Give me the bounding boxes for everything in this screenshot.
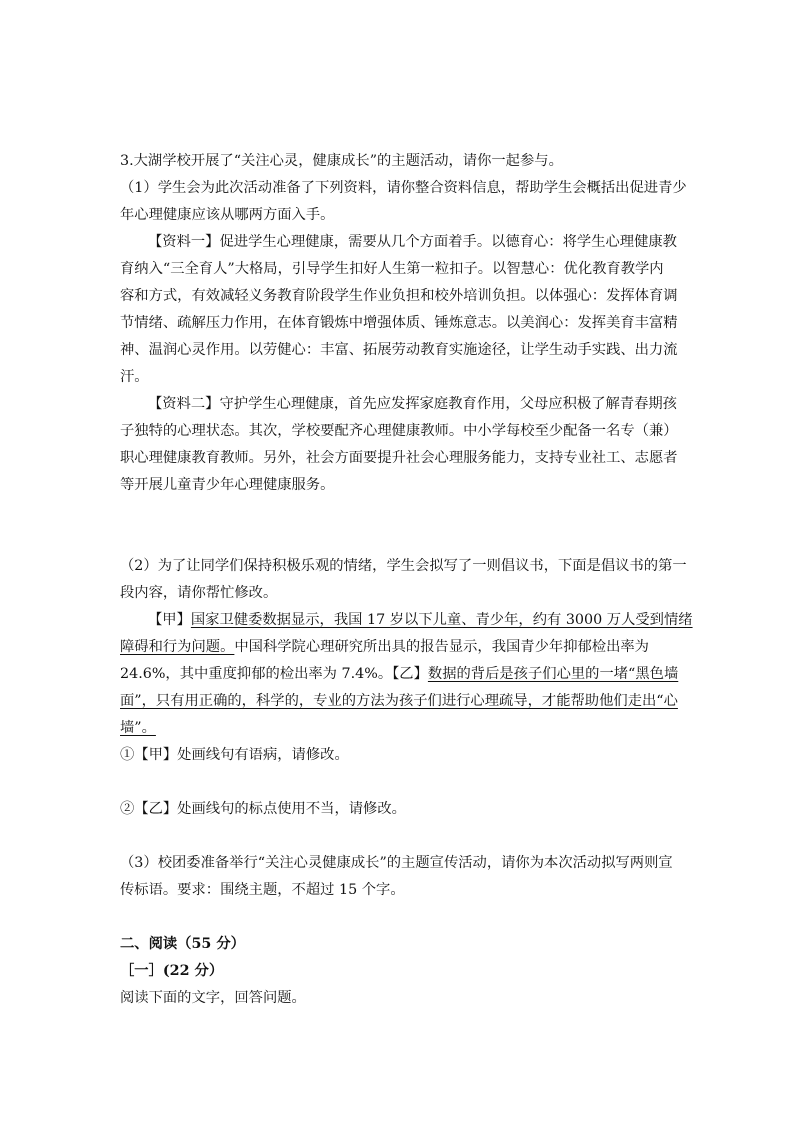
material-line: 容和方式，有效减轻义务教育阶段学生作业负担和校外培训负担。以体强心：发挥体育调 (120, 288, 678, 304)
underlined-sentence-yi: 数据的背后是孩子们心里的一堵“黑色墙 (427, 666, 679, 682)
reading-instruction: 阅读下面的文字，回答问题。 (120, 990, 306, 1006)
question-3-3-line: （3）校团委准备举行“关注心灵健康成长”的主题宣传活动，请你为本次活动拟写两则宣 (120, 855, 673, 871)
answer-space (120, 769, 676, 796)
proposal-line (120, 607, 693, 634)
proposal-line (120, 634, 676, 661)
answer-space (120, 499, 676, 553)
material-line: 汗。 (120, 369, 149, 385)
answer-space (120, 823, 676, 850)
sub-question-1: ①【甲】处画线句有语病，请修改。 (120, 747, 349, 763)
question-3-title: 3.大湖学校开展了“关注心灵，健康成长”的主题活动，请你一起参与。 (120, 153, 563, 169)
proposal-line (120, 688, 676, 715)
underlined-sentence-jia: 障碍和行为问题。 (120, 639, 235, 655)
proposal-text: 24.6%，其中重度抑郁的检出率为 7.4%。 (120, 666, 393, 682)
underlined-sentence-jia: 国家卫健委数据显示，我国 17 岁以下儿童、青少年，约有 3000 万人受到情绪 (190, 612, 693, 628)
material-line: 【资料一】促进学生心理健康，需要从几个方面着手。以德育心：将学生心理健康教 (148, 234, 677, 250)
exam-page (120, 148, 693, 1012)
answer-space (120, 904, 676, 931)
material-line: 职心理健康教育教师。另外，社会方面要提升社会心理服务能力，支持专业社工、志愿者 (120, 450, 678, 466)
section-part-label: ［一］(22 分） (120, 963, 224, 979)
underlined-sentence-yi: 面”，只有用正确的，科学的，专业的方法为孩子们进行心理疏导，才能帮助他们走出“心 (120, 693, 678, 709)
section-heading: 二、阅读（55 分） (120, 936, 245, 952)
material-line: 节情绪、疏解压力作用，在体育锻炼中增强体质、锤炼意志。以美润心：发挥美育丰富精 (120, 315, 678, 331)
tag-jia: 【甲】 (148, 612, 191, 628)
question-3-2-line: 段内容，请你帮忙修改。 (120, 585, 278, 601)
proposal-text: 中国科学院心理研究所出具的报告显示，我国青少年抑郁检出率为 (234, 639, 649, 655)
tag-yi: 【乙】 (392, 666, 428, 682)
sub-question-2: ②【乙】处画线句的标点使用不当，请修改。 (120, 801, 406, 817)
proposal-line (120, 715, 676, 742)
material-two (120, 391, 676, 499)
material-one (120, 229, 676, 391)
material-line: 子独特的心理状态。其次，学校要配齐心理健康教师。中小学每校至少配备一名专（兼） (120, 423, 678, 439)
material-line: 等开展儿童青少年心理健康服务。 (120, 477, 335, 493)
question-3-1-line: 年心理健康应该从哪两方面入手。 (120, 207, 335, 223)
material-line: 育纳入“三全育人”大格局，引导学生扣好人生第一粒扣子。以智慧心：优化教育教学内 (120, 261, 664, 277)
question-3-1-line: （1）学生会为此次活动准备了下列资料，请你整合资料信息，帮助学生会概括出促进青少 (120, 180, 687, 196)
proposal-line (120, 661, 679, 688)
question-3-3-line: 传标语。要求：围绕主题，不超过 15 个字。 (120, 882, 405, 898)
proposal-paragraph (120, 607, 693, 742)
question-3-2-line: （2）为了让同学们保持积极乐观的情绪，学生会拟写了一则倡议书，下面是倡议书的第一 (120, 558, 687, 574)
material-line: 【资料二】守护学生心理健康，首先应发挥家庭教育作用，父母应积极了解青春期孩 (148, 396, 677, 412)
material-line: 神、温润心灵作用。以劳健心：丰富、拓展劳动教育实施途径，让学生动手实践、出力流 (120, 342, 678, 358)
underlined-sentence-yi: 墙”。 (120, 720, 156, 736)
